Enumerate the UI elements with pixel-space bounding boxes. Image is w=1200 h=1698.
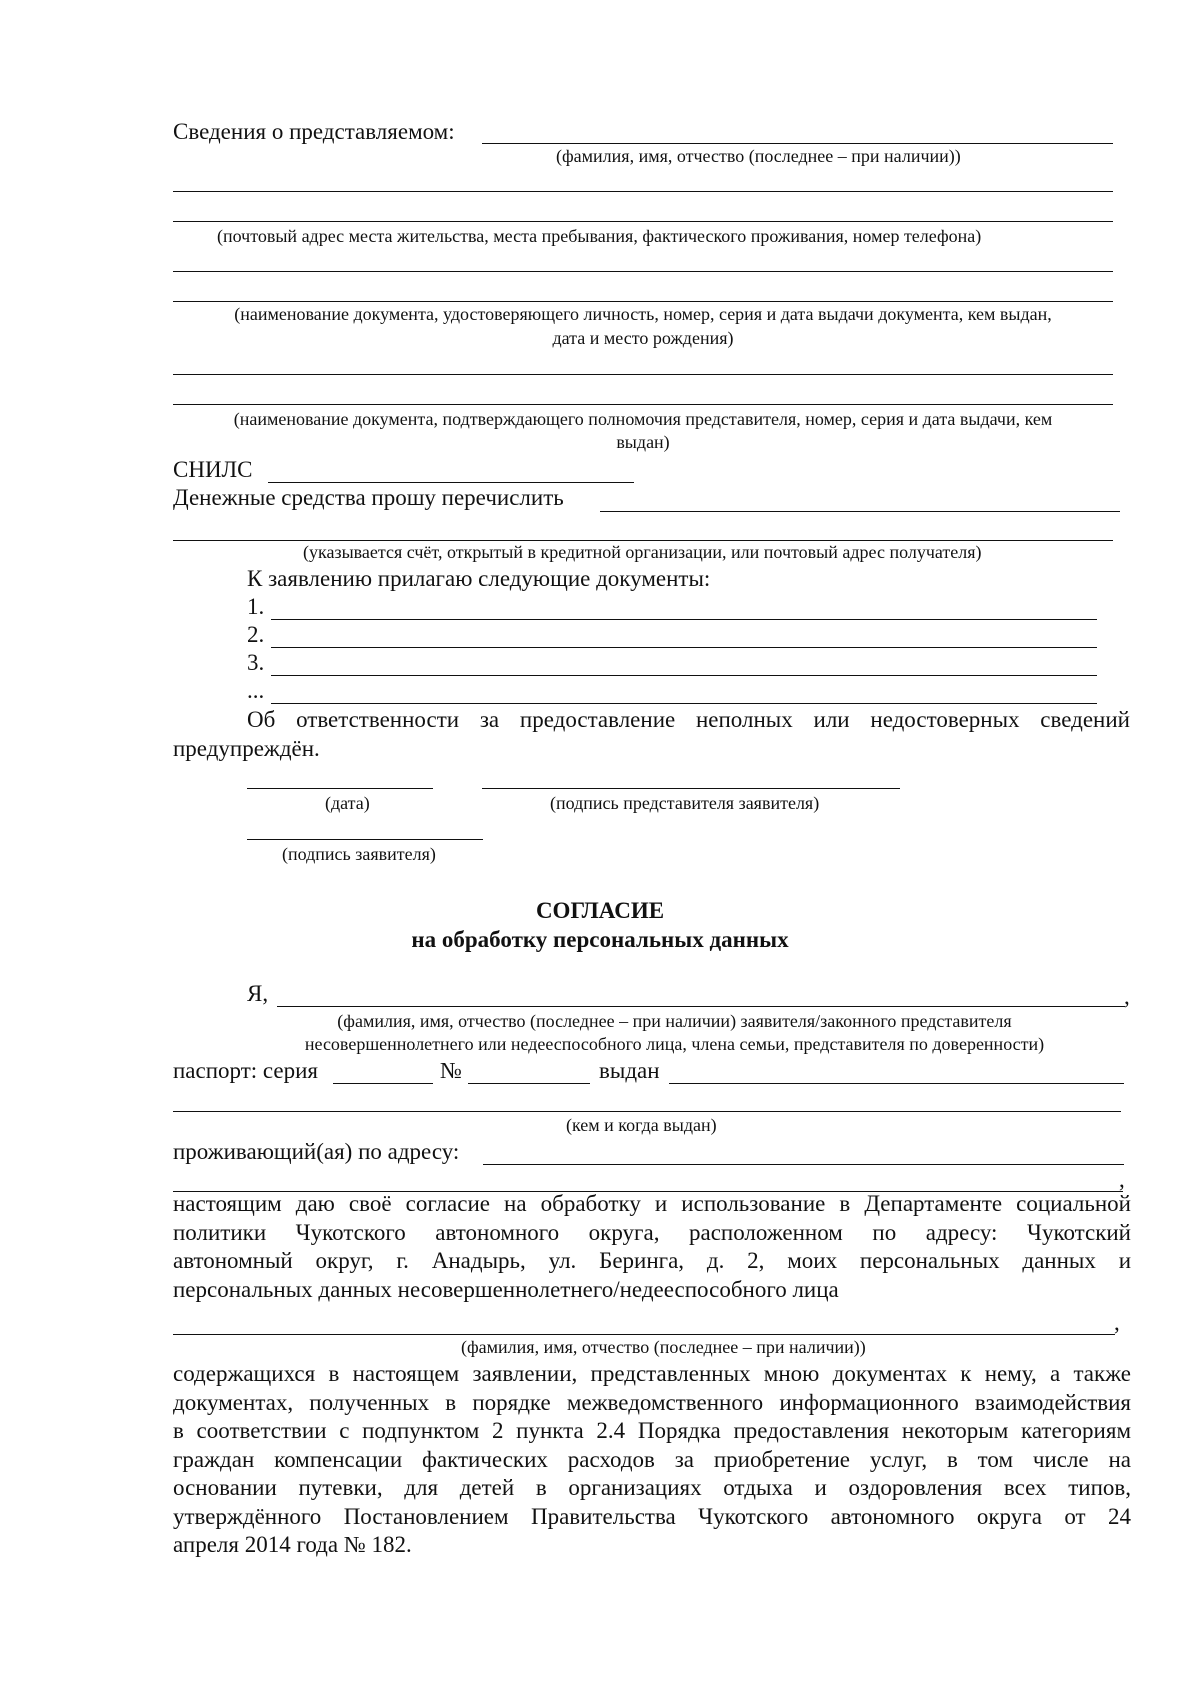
consent-person-field[interactable] <box>277 1006 1125 1007</box>
id-doc-caption-1: (наименование документа, удостоверяющего личность, номер, серия и дата выдачи документа, кем выдан, <box>234 304 1052 324</box>
consent-paragraph2-line-4: граждан компенсации фактических расходов за приобретение услуг, в том числе на <box>173 1446 1131 1472</box>
attach-label: К заявлению прилагаю следующие документы: <box>247 566 711 591</box>
passport-issued-label: выдан <box>599 1058 660 1083</box>
funds-label: Денежные средства прошу перечислить <box>173 485 564 510</box>
consent-paragraph1-line-1: настоящим даю своё согласие на обработку и использование в Департаменте социальной <box>173 1191 1131 1216</box>
applicant-signature-caption: (подпись заявителя) <box>282 844 436 864</box>
represented-fio-field[interactable] <box>482 143 1113 144</box>
consent-paragraph1-line-2: политики Чукотского автономного округа, расположенном по адресу: Чукотский <box>173 1219 1131 1245</box>
passport-number-label: № <box>440 1058 462 1083</box>
address-caption: (почтовый адрес места жительства, места пребывания, фактического проживания, номер телефона) <box>217 226 982 246</box>
fio-caption: (фамилия, имя, отчество (последнее – при наличии)) <box>556 146 961 166</box>
attach-item-2: 2. <box>247 622 265 647</box>
rep-doc-field-line-2[interactable] <box>173 404 1113 405</box>
rep-signature-caption: (подпись представителя заявителя) <box>550 793 820 813</box>
minor-fio-field[interactable] <box>173 1334 1115 1335</box>
snils-field[interactable] <box>268 482 634 483</box>
snils-label: СНИЛС <box>173 457 253 482</box>
attach-item-more: ... <box>247 678 265 703</box>
residing-label: проживающий(ая) по адресу: <box>173 1139 460 1164</box>
consent-paragraph2-line-2: документах, полученных в порядке межведомственного информационного взаимодействия <box>173 1389 1131 1415</box>
passport-issued-field[interactable] <box>669 1083 1124 1084</box>
rep-doc-caption-1: (наименование документа, подтверждающего полномочия представителя, номер, серия и дата выдачи, кем <box>233 409 1053 429</box>
consent-title: СОГЛАСИЕ <box>535 898 665 923</box>
passport-number-field[interactable] <box>468 1083 590 1084</box>
issued-caption: (кем и когда выдан) <box>566 1115 717 1135</box>
residing-address-field[interactable] <box>483 1164 1124 1165</box>
represented-label: Сведения о представляемом: <box>173 119 455 144</box>
address-field-line-2[interactable] <box>173 221 1113 222</box>
responsibility-line-2: предупреждён. <box>173 736 320 761</box>
account-caption: (указывается счёт, открытый в кредитной организации, или почтовый адрес получателя) <box>303 542 982 562</box>
date-field[interactable] <box>247 788 433 789</box>
consent-paragraph2-line-5: основании путевки, для детей в организациях отдыха и оздоровления всех типов, <box>173 1475 1131 1500</box>
responsibility-line-1: Об ответственности за предоставление неполных или недостоверных сведений <box>247 707 1130 732</box>
consent-paragraph1-line-4: персональных данных несовершеннолетнего/недееспособного лица <box>173 1276 839 1302</box>
rep-doc-caption-2: выдан) <box>616 432 670 452</box>
residing-comma: , <box>1119 1167 1125 1192</box>
person-caption-1: (фамилия, имя, отчество (последнее – при наличии) заявителя/законного представителя <box>337 1011 1012 1031</box>
passport-series-label: паспорт: серия <box>173 1058 319 1083</box>
consent-person-comma: , <box>1124 984 1130 1009</box>
consent-paragraph2-line-1: содержащихся в настоящем заявлении, представленных мною документах к нему, а также <box>173 1361 1131 1386</box>
person-caption-2: несовершеннолетнего или недееспособного лица, члена семьи, представителя по доверенности) <box>304 1034 1045 1054</box>
minor-comma: , <box>1114 1310 1120 1335</box>
attach-item-1: 1. <box>247 594 265 619</box>
minor-caption: (фамилия, имя, отчество (последнее – при наличии)) <box>461 1337 866 1357</box>
attach-item-3: 3. <box>247 650 265 675</box>
attach-field-3[interactable] <box>271 675 1097 676</box>
consent-paragraph1-line-3: автономный округ, г. Анадырь, ул. Беринга, д. 2, моих персональных данных и <box>173 1248 1131 1273</box>
id-doc-field-line-2[interactable] <box>173 301 1113 302</box>
address-field-line-1[interactable] <box>173 191 1113 192</box>
attach-field-2[interactable] <box>271 647 1097 648</box>
date-caption: (дата) <box>325 793 370 813</box>
id-doc-field-line-1[interactable] <box>173 271 1113 272</box>
rep-doc-field-line-1[interactable] <box>173 374 1113 375</box>
funds-field[interactable] <box>600 511 1120 512</box>
consent-paragraph2-line-7: апреля 2014 года № 182. <box>173 1532 412 1557</box>
consent-i-label: Я, <box>247 981 269 1006</box>
attach-field-more[interactable] <box>271 703 1097 704</box>
passport-issued-field-2[interactable] <box>173 1111 1121 1112</box>
consent-paragraph2-line-3: в соответствии с подпунктом 2 пункта 2.4 Порядка предоставления некоторым категориям <box>173 1418 1131 1443</box>
applicant-signature-field[interactable] <box>247 839 483 840</box>
passport-series-field[interactable] <box>333 1083 433 1084</box>
rep-signature-field[interactable] <box>482 788 900 789</box>
attach-field-1[interactable] <box>271 619 1097 620</box>
consent-subtitle: на обработку персональных данных <box>411 927 789 952</box>
id-doc-caption-2: дата и место рождения) <box>552 328 734 348</box>
consent-paragraph2-line-6: утверждённого Постановлением Правительства Чукотского автономного округа от 24 <box>173 1503 1131 1529</box>
